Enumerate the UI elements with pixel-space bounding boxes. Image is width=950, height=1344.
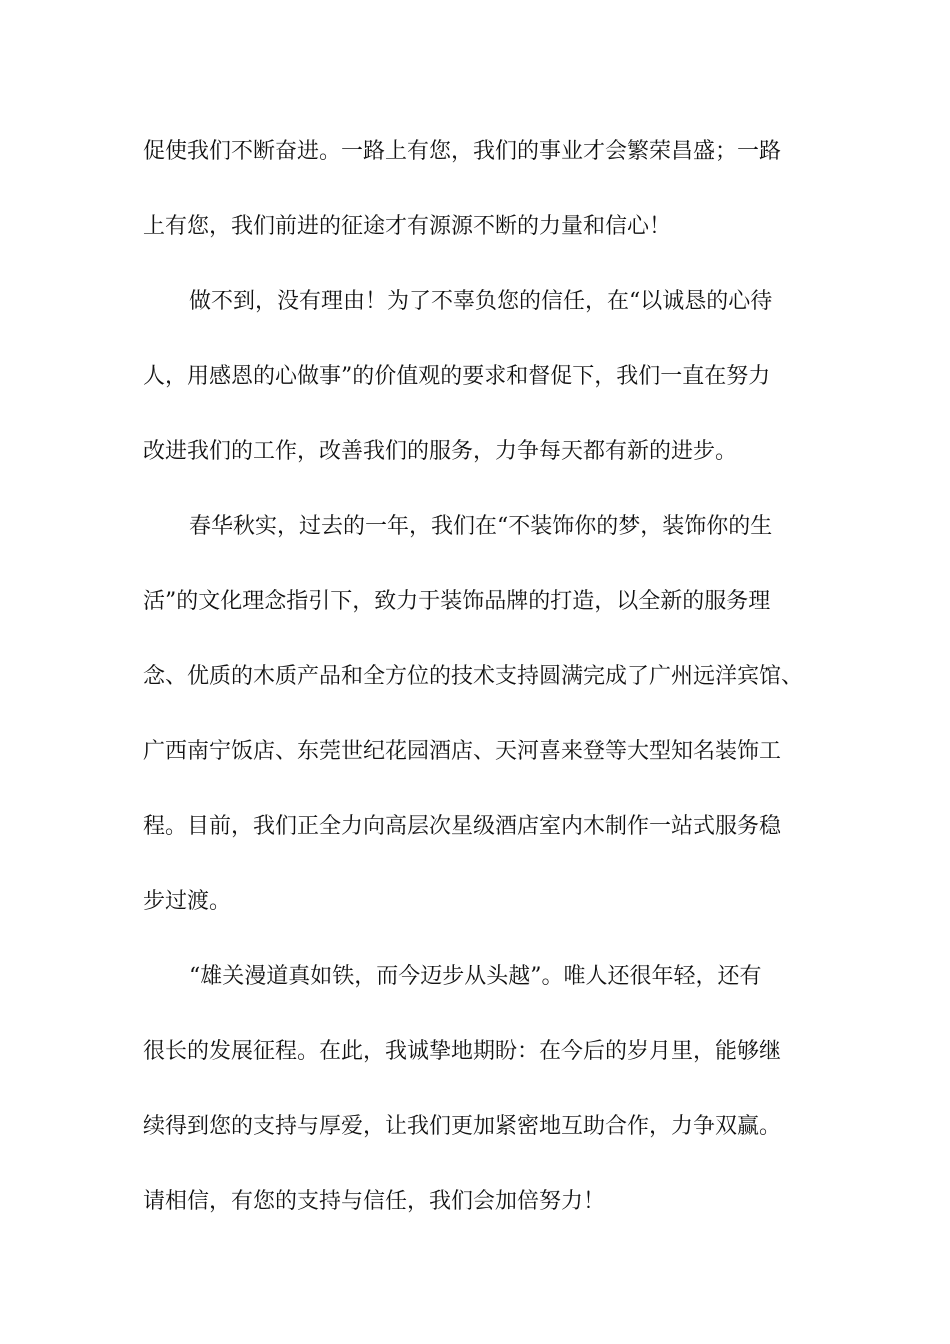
text-line: 续得到您的支持与厚爱，让我们更加紧密地互助合作，力争双赢。 <box>143 1114 782 1139</box>
paragraph-start-line: 春华秋实，过去的一年，我们在“不装饰你的梦，装饰你的生 <box>189 514 773 539</box>
text-line: 很长的发展征程。在此，我诚挚地期盼：在今后的岁月里，能够继 <box>143 1039 782 1064</box>
text-line: 步过渡。 <box>143 889 232 914</box>
text-line: 广西南宁饭店、东莞世纪花园酒店、天河喜来登等大型知名装饰工 <box>143 739 782 764</box>
text-line: 念、优质的木质产品和全方位的技术支持圆满完成了广州远洋宾馆、 <box>143 664 804 689</box>
paragraph-start-line: 做不到，没有理由！为了不辜负您的信任，在“以诚恳的心待 <box>189 289 773 314</box>
paragraph-start-line: “雄关漫道真如铁，而今迈步从头越”。唯人还很年轻，还有 <box>189 964 762 989</box>
text-line: 请相信，有您的支持与信任，我们会加倍努力！ <box>143 1189 606 1214</box>
text-line: 活”的文化理念指引下，致力于装饰品牌的打造，以全新的服务理 <box>143 589 771 614</box>
text-line: 上有您，我们前进的征途才有源源不断的力量和信心！ <box>143 214 672 239</box>
text-line: 改进我们的工作，改善我们的服务，力争每天都有新的进步。 <box>143 439 738 464</box>
text-line: 程。目前，我们正全力向高层次星级酒店室内木制作一站式服务稳 <box>143 814 782 839</box>
document-body <box>143 129 808 1254</box>
text-line: 促使我们不断奋进。一路上有您，我们的事业才会繁荣昌盛；一路 <box>143 139 782 164</box>
text-line: 人，用感恩的心做事”的价值观的要求和督促下，我们一直在努力 <box>143 364 771 389</box>
